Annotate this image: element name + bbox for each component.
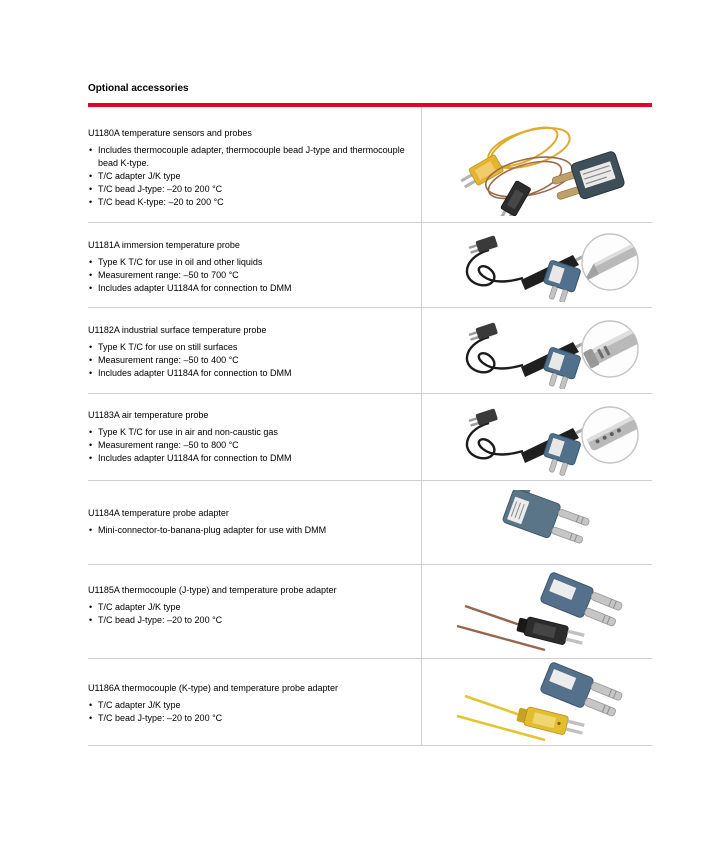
accessory-bullets	[88, 341, 412, 380]
accessory-title: U1185A thermocouple (J-type) and temperature probe adapter	[88, 585, 337, 595]
accessory-bullets	[88, 256, 412, 295]
accessory-description	[88, 481, 422, 564]
accessory-description	[88, 223, 422, 307]
accessory-description	[88, 565, 422, 658]
accessory-description	[88, 394, 422, 480]
bullet-item: • Type K T/C for use on still surfaces	[88, 341, 412, 354]
bullet-item: • Includes adapter U1184A for connection to DMM	[88, 282, 412, 295]
blue-adapter	[501, 490, 592, 550]
blue-adapter	[539, 571, 623, 630]
bullet-item: • T/C adapter J/K type	[88, 170, 412, 183]
probe-cable	[466, 250, 522, 285]
accessory-title: U1181A immersion temperature probe	[88, 240, 240, 250]
bullet-item: • Includes thermocouple adapter, thermocouple bead J-type and thermocouple bead K-type.	[88, 144, 412, 170]
thermocouple-wire	[465, 606, 523, 626]
accessories-table	[88, 107, 652, 746]
accessory-photo-cell	[422, 223, 651, 307]
table-row	[88, 107, 652, 223]
banana-plug-adapter-photo	[474, 490, 624, 556]
accessory-title: U1184A temperature probe adapter	[88, 508, 229, 518]
accessory-bullets	[88, 426, 412, 465]
immersion-probe-with-pointed-tip-photo	[449, 228, 649, 302]
accessory-photo-cell	[422, 308, 651, 393]
blue-adapter	[539, 662, 623, 721]
accessory-title: U1183A air temperature probe	[88, 410, 209, 420]
thermocouple-sensors-and-probes-photo	[449, 114, 649, 216]
bullet-item: • T/C bead J-type: –20 to 200 °C	[88, 712, 412, 725]
table-row	[88, 308, 652, 394]
bullet-item: • Includes adapter U1184A for connection to DMM	[88, 452, 412, 465]
bullet-item: • T/C adapter J/K type	[88, 699, 412, 712]
j-type-thermocouple-and-adapter-photo	[449, 570, 649, 654]
bullet-item: • T/C bead J-type: –20 to 200 °C	[88, 183, 412, 196]
accessory-photo-cell	[422, 107, 651, 222]
table-row	[88, 223, 652, 308]
accessory-bullets	[88, 144, 412, 209]
air-probe-with-perforated-tip-photo	[449, 397, 649, 477]
table-row	[88, 659, 652, 746]
probe-cable	[466, 423, 522, 458]
accessory-photo-cell	[422, 659, 651, 745]
accessory-photo-cell	[422, 481, 651, 564]
table-row	[88, 565, 652, 659]
bullet-item: • Mini-connector-to-banana-plug adapter for use with DMM	[88, 524, 412, 537]
accessory-description	[88, 659, 422, 745]
section-title: Optional accessories	[88, 83, 189, 94]
optional-accessories-section	[88, 83, 652, 746]
bullet-item: • Type K T/C for use in oil and other liquids	[88, 256, 412, 269]
yellow-connector	[458, 154, 504, 191]
surface-probe-with-flat-tip-photo	[449, 313, 649, 389]
bullet-item: • T/C adapter J/K type	[88, 601, 412, 614]
accessory-bullets	[88, 524, 412, 537]
bullet-item: • T/C bead J-type: –20 to 200 °C	[88, 614, 412, 627]
accessory-title: U1182A industrial surface temperature probe	[88, 325, 267, 335]
table-row	[88, 394, 652, 481]
accessory-title: U1186A thermocouple (K-type) and temperature probe adapter	[88, 683, 338, 693]
accessory-photo-cell	[422, 565, 651, 658]
accessory-bullets	[88, 601, 412, 627]
probe-cable	[466, 337, 522, 372]
bullet-item: • Measurement range: –50 to 800 °C	[88, 439, 412, 452]
bullet-item: • Measurement range: –50 to 400 °C	[88, 354, 412, 367]
accessory-description	[88, 107, 422, 222]
accessory-title: U1180A temperature sensors and probes	[88, 128, 252, 138]
accessory-description	[88, 308, 422, 393]
thermocouple-wire	[465, 696, 523, 716]
bullet-item: • Measurement range: –50 to 700 °C	[88, 269, 412, 282]
accessory-photo-cell	[422, 394, 651, 480]
accessory-bullets	[88, 699, 412, 725]
table-row	[88, 481, 652, 565]
bullet-item: • Type K T/C for use in air and non-caustic gas	[88, 426, 412, 439]
bullet-item: • Includes adapter U1184A for connection to DMM	[88, 367, 412, 380]
bullet-item: • T/C bead K-type: –20 to 200 °C	[88, 196, 412, 209]
k-type-thermocouple-and-adapter-photo	[449, 660, 649, 744]
